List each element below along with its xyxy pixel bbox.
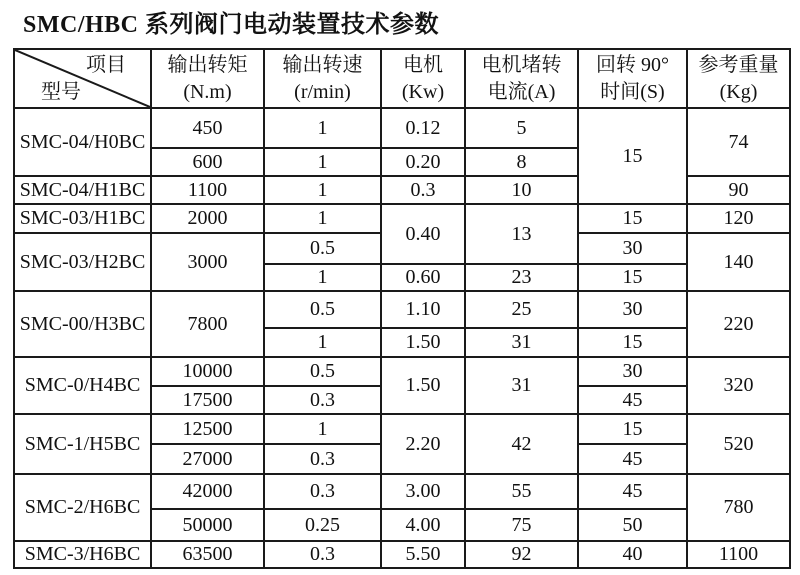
cell-rotate-time: 45 [578,474,687,509]
header-cell-rotate-time [578,49,687,108]
cell-torque: 7800 [151,291,264,357]
cell-stall-current: 92 [465,541,578,568]
cell-motor-power: 0.40 [381,204,465,264]
cell-model: SMC-1/H5BC [14,414,151,474]
cell-speed: 0.5 [264,291,381,328]
cell-model: SMC-0/H4BC [14,357,151,414]
cell-rotate-time: 15 [578,328,687,357]
cell-rotate-time: 45 [578,444,687,474]
cell-speed: 0.3 [264,541,381,568]
cell-stall-current: 42 [465,414,578,474]
cell-speed: 1 [264,328,381,357]
cell-torque: 10000 [151,357,264,386]
cell-model: SMC-04/H0BC [14,108,151,176]
table-row [14,541,790,568]
header-current-line1: 电机堵转 [481,53,562,76]
cell-model: SMC-04/H1BC [14,176,151,204]
header-cell-motor-power [381,49,465,108]
cell-torque: 600 [151,148,264,176]
cell-model: SMC-3/H6BC [14,541,151,568]
cell-speed: 0.3 [264,474,381,509]
cell-rotate-time: 30 [578,291,687,328]
header-weight-line1: 参考重量 [698,53,779,76]
table-row [14,414,790,444]
cell-speed: 1 [264,414,381,444]
header-motor-line1: 电机 [403,53,443,76]
cell-model: SMC-03/H2BC [14,233,151,291]
cell-rotate-time: 30 [578,233,687,264]
header-cell-weight [687,49,790,108]
table-row [14,108,790,148]
header-project-label: 项目 [86,54,126,76]
cell-motor-power: 1.50 [381,357,465,414]
cell-torque: 3000 [151,233,264,291]
header-cell-stall-current [465,49,578,108]
cell-torque: 27000 [151,444,264,474]
page-title: SMC/HBC 系列阀门电动装置技术参数 [23,12,440,38]
cell-stall-current: 55 [465,474,578,509]
cell-motor-power: 2.20 [381,414,465,474]
cell-stall-current: 75 [465,509,578,541]
cell-stall-current: 23 [465,264,578,291]
cell-torque: 2000 [151,204,264,233]
cell-rotate-time: 15 [578,414,687,444]
cell-speed: 1 [264,108,381,148]
cell-torque: 63500 [151,541,264,568]
cell-motor-power: 1.10 [381,291,465,328]
cell-weight: 90 [687,176,790,204]
cell-rotate-time: 40 [578,541,687,568]
cell-weight: 780 [687,474,790,541]
cell-rotate-time: 15 [578,264,687,291]
header-time-line1: 回转 90° [596,53,669,76]
cell-speed: 0.5 [264,357,381,386]
cell-stall-current: 13 [465,204,578,264]
header-torque-line2: (N.m) [183,80,232,103]
table-row [14,474,790,509]
cell-speed: 1 [264,176,381,204]
table-row [14,204,790,233]
cell-stall-current: 25 [465,291,578,328]
cell-weight: 220 [687,291,790,357]
header-model-label: 型号 [41,81,81,103]
cell-weight: 140 [687,233,790,291]
cell-speed: 1 [264,264,381,291]
header-speed-line2: (r/min) [294,80,351,103]
header-current-line2: 电流(A) [487,80,556,103]
cell-rotate-time: 30 [578,357,687,386]
cell-torque: 42000 [151,474,264,509]
header-cell-project-model [14,49,151,108]
cell-stall-current: 8 [465,148,578,176]
cell-torque: 17500 [151,386,264,414]
cell-stall-current: 10 [465,176,578,204]
cell-torque: 12500 [151,414,264,444]
cell-motor-power: 0.20 [381,148,465,176]
cell-model: SMC-2/H6BC [14,474,151,541]
cell-rotate-time: 45 [578,386,687,414]
cell-stall-current: 31 [465,328,578,357]
cell-stall-current: 31 [465,357,578,414]
cell-motor-power: 0.12 [381,108,465,148]
cell-weight: 320 [687,357,790,414]
table-row [14,291,790,328]
cell-weight: 74 [687,108,790,176]
cell-motor-power: 5.50 [381,541,465,568]
cell-rotate-time: 15 [578,204,687,233]
header-weight-line2: (Kg) [719,80,758,103]
header-row [14,49,790,108]
cell-motor-power: 1.50 [381,328,465,357]
table-row [14,357,790,386]
header-torque-line1: 输出转矩 [167,53,248,76]
cell-model: SMC-00/H3BC [14,291,151,357]
cell-model: SMC-03/H1BC [14,204,151,233]
spec-table [13,48,791,569]
cell-motor-power: 0.60 [381,264,465,291]
diagonal-line-icon [15,50,150,107]
cell-rotate-time: 15 [578,108,687,204]
cell-torque: 450 [151,108,264,148]
header-motor-line2: (Kw) [401,80,445,103]
cell-weight: 1100 [687,541,790,568]
cell-motor-power: 3.00 [381,474,465,509]
cell-speed: 1 [264,148,381,176]
cell-motor-power: 4.00 [381,509,465,541]
cell-weight: 120 [687,204,790,233]
cell-speed: 0.3 [264,386,381,414]
header-time-line2: 时间(S) [600,80,665,103]
cell-speed: 0.25 [264,509,381,541]
cell-torque: 1100 [151,176,264,204]
header-cell-speed [264,49,381,108]
cell-speed: 1 [264,204,381,233]
header-speed-line1: 输出转速 [282,53,363,76]
cell-rotate-time: 50 [578,509,687,541]
cell-weight: 520 [687,414,790,474]
cell-motor-power: 0.3 [381,176,465,204]
cell-stall-current: 5 [465,108,578,148]
cell-speed: 0.3 [264,444,381,474]
cell-speed: 0.5 [264,233,381,264]
header-cell-torque [151,49,264,108]
cell-torque: 50000 [151,509,264,541]
